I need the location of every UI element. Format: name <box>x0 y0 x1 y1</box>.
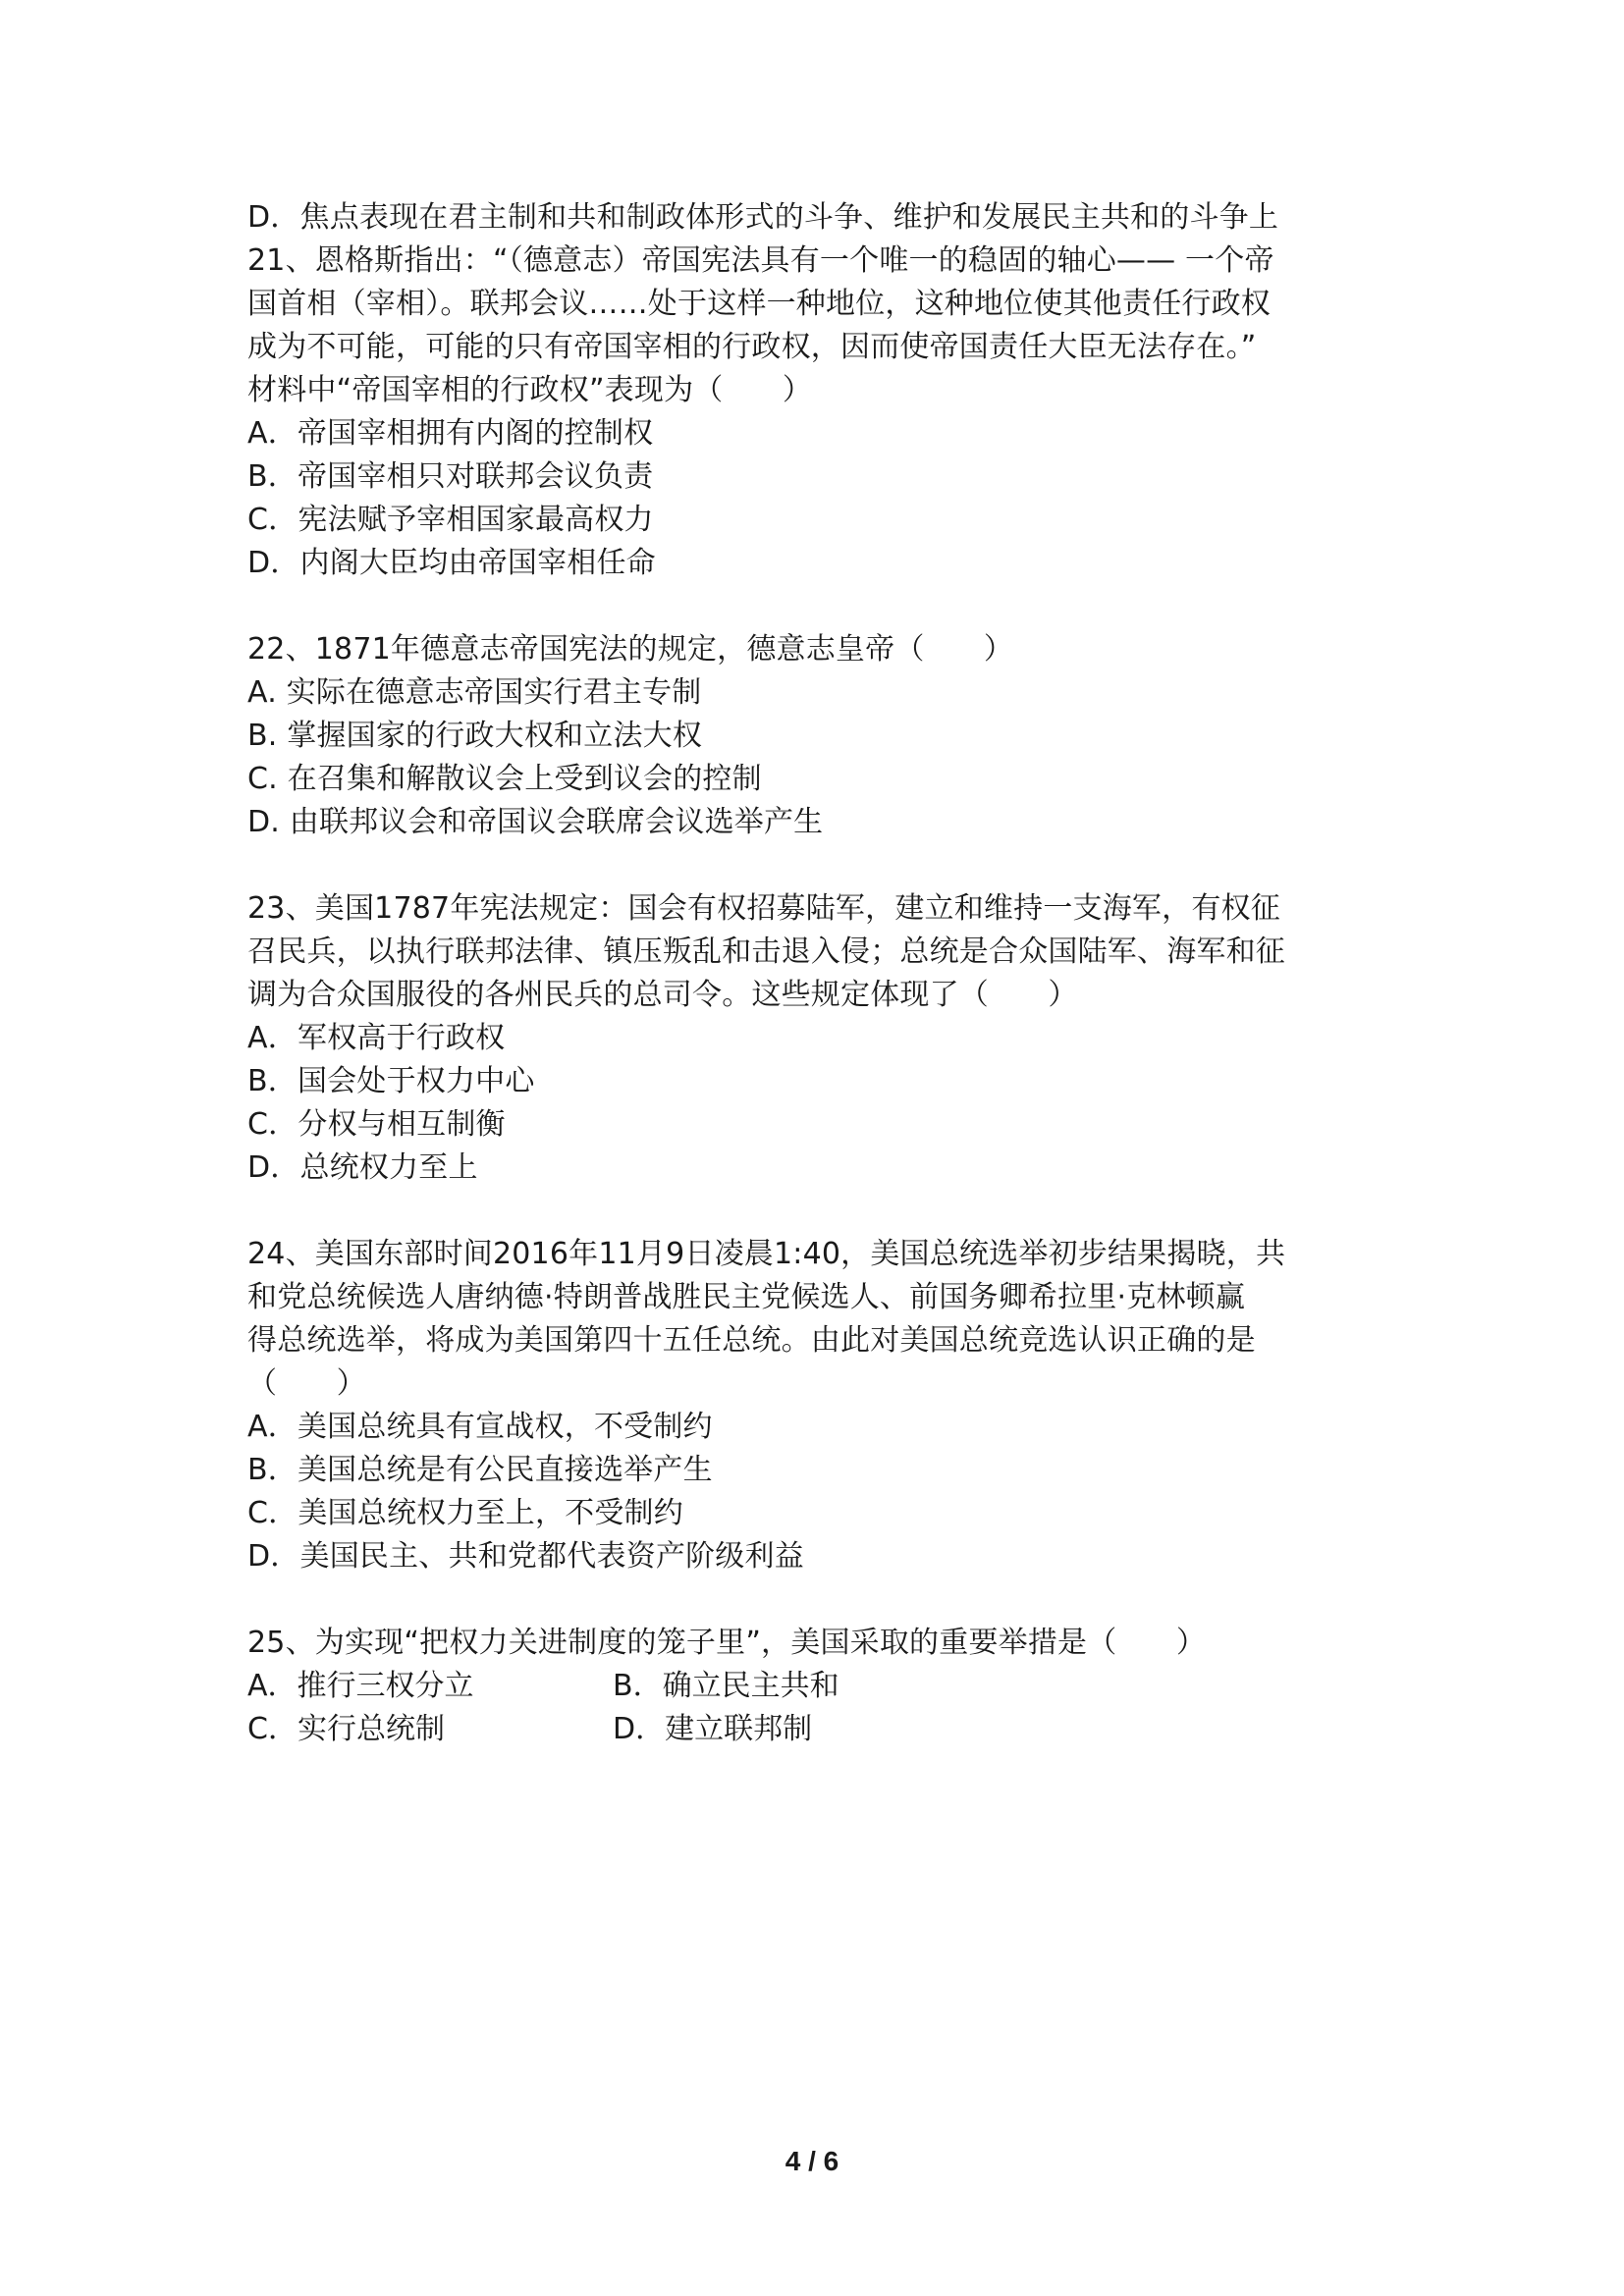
question-stem-line: 成为不可能，可能的只有帝国宰相的行政权，因而使帝国责任大臣无法存在。” <box>247 330 1257 364</box>
option-row <box>247 1665 1386 1708</box>
question-24 <box>247 1233 1386 1578</box>
question-stem-line: 召民兵，以执行联邦法律、镇压叛乱和击退入侵；总统是合众国陆军、海军和征 <box>247 934 1285 969</box>
option-c: C．美国总统权力至上，不受制约 <box>247 1496 683 1530</box>
option-d: D．建立联邦制 <box>613 1712 813 1746</box>
option-c: C. 在召集和解散议会上受到议会的控制 <box>247 762 762 796</box>
option-d: D. 由联邦议会和帝国议会联席会议选举产生 <box>247 805 824 839</box>
question-stem-line: 和党总统候选人唐纳德·特朗普战胜民主党候选人、前国务卿希拉里·克林顿赢 <box>247 1280 1246 1314</box>
option-b: B．国会处于权力中心 <box>247 1064 535 1098</box>
option-b: B．帝国宰相只对联邦会议负责 <box>247 459 654 494</box>
spacer <box>247 1578 1386 1622</box>
question-stem-line: 21、恩格斯指出：“（德意志）帝国宪法具有一个唯一的稳固的轴心—— 一个帝 <box>247 243 1274 278</box>
question-stem-line: 24、美国东部时间2016年11月9日凌晨1:40，美国总统选举初步结果揭晓，共 <box>247 1237 1286 1271</box>
option-b: B. 掌握国家的行政大权和立法大权 <box>247 719 703 753</box>
question-stem-line: 得总统选举，将成为美国第四十五任总统。由此对美国总统竞选认识正确的是 <box>247 1323 1256 1358</box>
option-a: A．推行三权分立 <box>247 1669 474 1703</box>
document-body <box>247 196 1386 1751</box>
spacer <box>247 844 1386 887</box>
question-stem-line: 22、1871年德意志帝国宪法的规定，德意志皇帝（ ） <box>247 632 1014 667</box>
option-d: D．总统权力至上 <box>247 1150 478 1185</box>
option-a: A．军权高于行政权 <box>247 1021 506 1055</box>
question-23 <box>247 887 1386 1190</box>
option-c: C．实行总统制 <box>247 1712 445 1746</box>
option-d: D．美国民主、共和党都代表资产阶级利益 <box>247 1539 804 1574</box>
spacer <box>247 585 1386 628</box>
question-25 <box>247 1622 1386 1751</box>
question-21 <box>247 240 1386 585</box>
option-c: C．宪法赋予宰相国家最高权力 <box>247 503 654 537</box>
question-stem-line: 25、为实现“把权力关进制度的笼子里”，美国采取的重要举措是（ ） <box>247 1626 1207 1660</box>
question-stem-line: 23、美国1787年宪法规定：国会有权招募陆军，建立和维持一支海军，有权征 <box>247 891 1280 926</box>
page-number: 4 / 6 <box>785 2146 839 2176</box>
question-22 <box>247 628 1386 844</box>
option-c: C．分权与相互制衡 <box>247 1107 506 1142</box>
previous-question-option-d: D．焦点表现在君主制和共和制政体形式的斗争、维护和发展民主共和的斗争上 <box>247 200 1279 235</box>
question-stem-line: 调为合众国服役的各州民兵的总司令。这些规定体现了（ ） <box>247 978 1078 1012</box>
option-a: A. 实际在德意志帝国实行君主专制 <box>247 675 702 710</box>
option-a: A．美国总统具有宣战权，不受制约 <box>247 1410 713 1444</box>
option-b: B．确立民主共和 <box>613 1669 839 1703</box>
question-stem-line: （ ） <box>247 1366 366 1401</box>
question-stem-line: 国首相（宰相）。联邦会议……处于这样一种地位，这种地位使其他责任行政权 <box>247 287 1271 321</box>
option-b: B．美国总统是有公民直接选举产生 <box>247 1453 713 1487</box>
option-d: D．内阁大臣均由帝国宰相任命 <box>247 546 656 580</box>
question-stem-line: 材料中“帝国宰相的行政权”表现为（ ） <box>247 373 813 407</box>
option-a: A．帝国宰相拥有内阁的控制权 <box>247 416 654 451</box>
option-row <box>247 1708 1386 1751</box>
spacer <box>247 1190 1386 1233</box>
